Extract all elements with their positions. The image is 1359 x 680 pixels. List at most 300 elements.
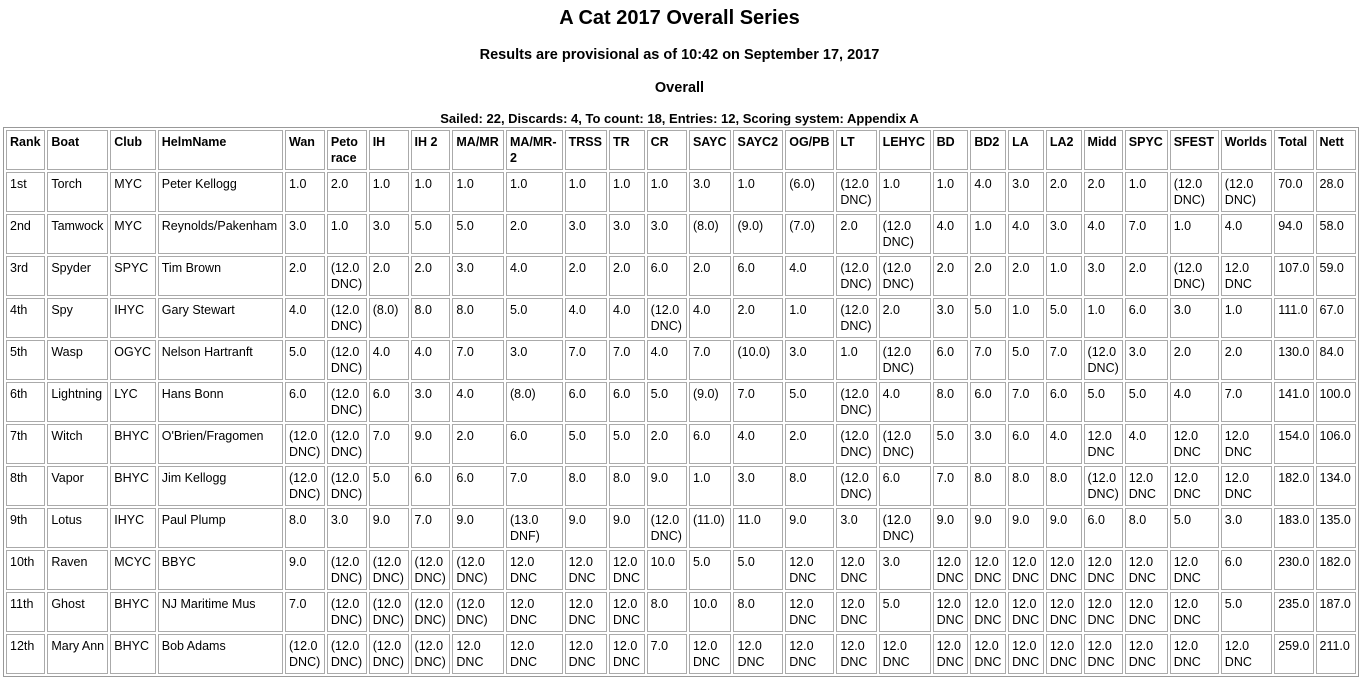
cell-lt: (12.0 DNC) [836, 424, 876, 464]
cell-ih-2: 1.0 [411, 172, 451, 212]
cell-total: 230.0 [1274, 550, 1313, 590]
cell-wan: 6.0 [285, 382, 325, 422]
cell-ma-mr: 7.0 [452, 340, 504, 380]
cell-ma-mr-2: 12.0 DNC [506, 634, 563, 674]
cell-tr: 12.0 DNC [609, 592, 645, 632]
cell-sayc: 3.0 [689, 172, 732, 212]
cell-lehyc: 3.0 [879, 550, 931, 590]
cell-cr: 5.0 [647, 382, 687, 422]
cell-boat: Spy [47, 298, 108, 338]
cell-tr: 5.0 [609, 424, 645, 464]
cell-lt: (12.0 DNC) [836, 256, 876, 296]
cell-la: 8.0 [1008, 466, 1044, 506]
cell-tr: 3.0 [609, 214, 645, 254]
col-header-ma-mr: MA/MR [452, 130, 504, 170]
cell-la: 6.0 [1008, 424, 1044, 464]
cell-boat: Torch [47, 172, 108, 212]
cell-sayc2: 11.0 [733, 508, 783, 548]
page-title: A Cat 2017 Overall Series [559, 7, 800, 29]
cell-rank: 10th [6, 550, 45, 590]
cell-bd2: 8.0 [970, 466, 1006, 506]
cell-la2: 12.0 DNC [1046, 592, 1082, 632]
cell-sayc2: (10.0) [733, 340, 783, 380]
cell-ma-mr-2: 1.0 [506, 172, 563, 212]
cell-cr: 7.0 [647, 634, 687, 674]
col-header-club: Club [110, 130, 156, 170]
table-row [6, 382, 1356, 422]
cell-peto-race: 3.0 [327, 508, 367, 548]
table-row [6, 466, 1356, 506]
col-header-la2: LA2 [1046, 130, 1082, 170]
cell-wan: 1.0 [285, 172, 325, 212]
cell-la: 1.0 [1008, 298, 1044, 338]
cell-peto-race: (12.0 DNC) [327, 634, 367, 674]
results-table-head [6, 130, 1356, 170]
cell-spyc: 3.0 [1125, 340, 1168, 380]
cell-la2: 6.0 [1046, 382, 1082, 422]
cell-sayc2: 5.0 [733, 550, 783, 590]
col-header-total: Total [1274, 130, 1313, 170]
cell-bd: 12.0 DNC [933, 634, 969, 674]
cell-og-pb: (7.0) [785, 214, 834, 254]
cell-ma-mr: 1.0 [452, 172, 504, 212]
cell-sfest: 3.0 [1170, 298, 1219, 338]
cell-wan: (12.0 DNC) [285, 466, 325, 506]
cell-worlds: (12.0 DNC) [1221, 172, 1272, 212]
cell-og-pb: 12.0 DNC [785, 550, 834, 590]
cell-og-pb: (6.0) [785, 172, 834, 212]
cell-ma-mr-2: 2.0 [506, 214, 563, 254]
cell-helmname: Hans Bonn [158, 382, 283, 422]
cell-midd: 12.0 DNC [1084, 592, 1123, 632]
cell-cr: 10.0 [647, 550, 687, 590]
cell-rank: 11th [6, 592, 45, 632]
col-header-og-pb: OG/PB [785, 130, 834, 170]
cell-spyc: 8.0 [1125, 508, 1168, 548]
cell-nett: 134.0 [1316, 466, 1357, 506]
cell-nett: 100.0 [1316, 382, 1357, 422]
cell-lehyc: 4.0 [879, 382, 931, 422]
cell-ih-2: 2.0 [411, 256, 451, 296]
cell-worlds: 1.0 [1221, 298, 1272, 338]
cell-helmname: Bob Adams [158, 634, 283, 674]
results-table [3, 127, 1359, 677]
cell-tr: 7.0 [609, 340, 645, 380]
cell-trss: 1.0 [565, 172, 607, 212]
cell-sfest: 12.0 DNC [1170, 550, 1219, 590]
col-header-tr: TR [609, 130, 645, 170]
cell-spyc: 1.0 [1125, 172, 1168, 212]
cell-rank: 3rd [6, 256, 45, 296]
cell-ma-mr-2: 5.0 [506, 298, 563, 338]
cell-ma-mr: 5.0 [452, 214, 504, 254]
cell-ih: 4.0 [369, 340, 409, 380]
cell-cr: 3.0 [647, 214, 687, 254]
cell-total: 235.0 [1274, 592, 1313, 632]
cell-club: BHYC [110, 634, 156, 674]
cell-ma-mr-2: 3.0 [506, 340, 563, 380]
cell-rank: 1st [6, 172, 45, 212]
cell-og-pb: 12.0 DNC [785, 634, 834, 674]
cell-ma-mr-2: (8.0) [506, 382, 563, 422]
cell-total: 183.0 [1274, 508, 1313, 548]
cell-lehyc: (12.0 DNC) [879, 214, 931, 254]
col-header-sfest: SFEST [1170, 130, 1219, 170]
cell-cr: (12.0 DNC) [647, 298, 687, 338]
cell-rank: 6th [6, 382, 45, 422]
cell-ih-2: (12.0 DNC) [411, 550, 451, 590]
cell-total: 107.0 [1274, 256, 1313, 296]
cell-og-pb: 2.0 [785, 424, 834, 464]
section-heading: Overall [654, 80, 705, 96]
table-row [6, 634, 1356, 674]
cell-sayc2: 6.0 [733, 256, 783, 296]
cell-trss: 12.0 DNC [565, 550, 607, 590]
cell-ma-mr: (12.0 DNC) [452, 550, 504, 590]
col-header-helmname: HelmName [158, 130, 283, 170]
cell-la2: 1.0 [1046, 256, 1082, 296]
cell-club: IHYC [110, 508, 156, 548]
cell-worlds: 7.0 [1221, 382, 1272, 422]
cell-total: 94.0 [1274, 214, 1313, 254]
cell-la2: 8.0 [1046, 466, 1082, 506]
cell-wan: (12.0 DNC) [285, 634, 325, 674]
cell-og-pb: 9.0 [785, 508, 834, 548]
cell-cr: 1.0 [647, 172, 687, 212]
series-stats: Sailed: 22, Discards: 4, To count: 18, Entries: 12, Scoring system: Appendix A [440, 111, 919, 126]
cell-ih-2: 7.0 [411, 508, 451, 548]
cell-boat: Ghost [47, 592, 108, 632]
cell-lt: (12.0 DNC) [836, 466, 876, 506]
cell-la2: 3.0 [1046, 214, 1082, 254]
cell-boat: Lightning [47, 382, 108, 422]
cell-spyc: 12.0 DNC [1125, 592, 1168, 632]
cell-cr: 9.0 [647, 466, 687, 506]
cell-sfest: 1.0 [1170, 214, 1219, 254]
cell-lehyc: (12.0 DNC) [879, 256, 931, 296]
cell-sayc: 12.0 DNC [689, 634, 732, 674]
cell-trss: 3.0 [565, 214, 607, 254]
cell-spyc: 6.0 [1125, 298, 1168, 338]
col-header-la: LA [1008, 130, 1044, 170]
cell-trss: 2.0 [565, 256, 607, 296]
cell-tr: 8.0 [609, 466, 645, 506]
cell-tr: 12.0 DNC [609, 634, 645, 674]
cell-lehyc: (12.0 DNC) [879, 424, 931, 464]
cell-helmname: Paul Plump [158, 508, 283, 548]
cell-sfest: 12.0 DNC [1170, 424, 1219, 464]
cell-spyc: 4.0 [1125, 424, 1168, 464]
table-row [6, 298, 1356, 338]
cell-total: 141.0 [1274, 382, 1313, 422]
cell-midd: 2.0 [1084, 172, 1123, 212]
cell-la: 7.0 [1008, 382, 1044, 422]
cell-helmname: Peter Kellogg [158, 172, 283, 212]
cell-lt: 3.0 [836, 508, 876, 548]
cell-lt: (12.0 DNC) [836, 298, 876, 338]
cell-wan: 7.0 [285, 592, 325, 632]
cell-sfest: (12.0 DNC) [1170, 172, 1219, 212]
cell-rank: 9th [6, 508, 45, 548]
cell-sfest: 2.0 [1170, 340, 1219, 380]
col-header-sayc2: SAYC2 [733, 130, 783, 170]
cell-lt: 12.0 DNC [836, 550, 876, 590]
cell-sfest: 5.0 [1170, 508, 1219, 548]
cell-lt: 12.0 DNC [836, 592, 876, 632]
cell-cr: (12.0 DNC) [647, 508, 687, 548]
cell-ih: 1.0 [369, 172, 409, 212]
cell-lt: 12.0 DNC [836, 634, 876, 674]
cell-spyc: 5.0 [1125, 382, 1168, 422]
cell-worlds: 4.0 [1221, 214, 1272, 254]
cell-ma-mr: 2.0 [452, 424, 504, 464]
cell-boat: Spyder [47, 256, 108, 296]
cell-ma-mr-2: 7.0 [506, 466, 563, 506]
table-row [6, 340, 1356, 380]
cell-og-pb: 5.0 [785, 382, 834, 422]
cell-sayc: 2.0 [689, 256, 732, 296]
cell-trss: 12.0 DNC [565, 592, 607, 632]
col-header-ma-mr-2: MA/MR-2 [506, 130, 563, 170]
cell-lehyc: 5.0 [879, 592, 931, 632]
cell-og-pb: 4.0 [785, 256, 834, 296]
cell-bd: 12.0 DNC [933, 550, 969, 590]
cell-rank: 8th [6, 466, 45, 506]
cell-bd2: 9.0 [970, 508, 1006, 548]
cell-rank: 2nd [6, 214, 45, 254]
cell-sayc: 6.0 [689, 424, 732, 464]
cell-spyc: 7.0 [1125, 214, 1168, 254]
cell-midd: 1.0 [1084, 298, 1123, 338]
cell-midd: 12.0 DNC [1084, 634, 1123, 674]
cell-peto-race: (12.0 DNC) [327, 550, 367, 590]
cell-boat: Witch [47, 424, 108, 464]
cell-ma-mr-2: 12.0 DNC [506, 592, 563, 632]
cell-nett: 106.0 [1316, 424, 1357, 464]
cell-bd2: 12.0 DNC [970, 634, 1006, 674]
cell-peto-race: (12.0 DNC) [327, 592, 367, 632]
cell-bd2: 4.0 [970, 172, 1006, 212]
cell-sayc: (8.0) [689, 214, 732, 254]
cell-ih: 5.0 [369, 466, 409, 506]
cell-la2: 7.0 [1046, 340, 1082, 380]
table-row [6, 592, 1356, 632]
col-header-peto-race: Peto race [327, 130, 367, 170]
cell-peto-race: (12.0 DNC) [327, 466, 367, 506]
cell-club: MYC [110, 172, 156, 212]
cell-worlds: 12.0 DNC [1221, 466, 1272, 506]
cell-total: 70.0 [1274, 172, 1313, 212]
cell-bd: 6.0 [933, 340, 969, 380]
cell-sfest: 12.0 DNC [1170, 466, 1219, 506]
cell-ih-2: (12.0 DNC) [411, 592, 451, 632]
table-row [6, 214, 1356, 254]
cell-total: 154.0 [1274, 424, 1313, 464]
cell-nett: 59.0 [1316, 256, 1357, 296]
cell-tr: 6.0 [609, 382, 645, 422]
col-header-wan: Wan [285, 130, 325, 170]
cell-total: 182.0 [1274, 466, 1313, 506]
cell-ih: (8.0) [369, 298, 409, 338]
cell-bd2: 6.0 [970, 382, 1006, 422]
cell-sfest: 4.0 [1170, 382, 1219, 422]
cell-total: 130.0 [1274, 340, 1313, 380]
cell-spyc: 12.0 DNC [1125, 466, 1168, 506]
cell-lt: 1.0 [836, 340, 876, 380]
cell-tr: 4.0 [609, 298, 645, 338]
cell-bd2: 3.0 [970, 424, 1006, 464]
col-header-worlds: Worlds [1221, 130, 1272, 170]
cell-ih: 3.0 [369, 214, 409, 254]
cell-ma-mr: 4.0 [452, 382, 504, 422]
cell-ma-mr: 8.0 [452, 298, 504, 338]
cell-wan: 5.0 [285, 340, 325, 380]
cell-helmname: BBYC [158, 550, 283, 590]
cell-ma-mr: 12.0 DNC [452, 634, 504, 674]
cell-ih: 7.0 [369, 424, 409, 464]
cell-tr: 1.0 [609, 172, 645, 212]
cell-midd: 4.0 [1084, 214, 1123, 254]
cell-lehyc: 2.0 [879, 298, 931, 338]
cell-ih-2: 4.0 [411, 340, 451, 380]
cell-ih-2: 5.0 [411, 214, 451, 254]
cell-la: 12.0 DNC [1008, 592, 1044, 632]
cell-club: SPYC [110, 256, 156, 296]
cell-spyc: 2.0 [1125, 256, 1168, 296]
col-header-rank: Rank [6, 130, 45, 170]
cell-helmname: Gary Stewart [158, 298, 283, 338]
cell-cr: 6.0 [647, 256, 687, 296]
cell-nett: 187.0 [1316, 592, 1357, 632]
cell-bd: 1.0 [933, 172, 969, 212]
cell-bd: 8.0 [933, 382, 969, 422]
cell-sayc2: (9.0) [733, 214, 783, 254]
cell-club: IHYC [110, 298, 156, 338]
cell-bd2: 2.0 [970, 256, 1006, 296]
results-table-body [6, 172, 1356, 674]
cell-midd: 6.0 [1084, 508, 1123, 548]
cell-wan: 3.0 [285, 214, 325, 254]
cell-rank: 7th [6, 424, 45, 464]
cell-total: 259.0 [1274, 634, 1313, 674]
cell-rank: 4th [6, 298, 45, 338]
cell-ma-mr-2: 12.0 DNC [506, 550, 563, 590]
cell-la: 4.0 [1008, 214, 1044, 254]
col-header-sayc: SAYC [689, 130, 732, 170]
cell-cr: 2.0 [647, 424, 687, 464]
cell-trss: 7.0 [565, 340, 607, 380]
cell-club: BHYC [110, 424, 156, 464]
cell-nett: 182.0 [1316, 550, 1357, 590]
cell-peto-race: (12.0 DNC) [327, 340, 367, 380]
cell-wan: 8.0 [285, 508, 325, 548]
cell-og-pb: 3.0 [785, 340, 834, 380]
cell-worlds: 12.0 DNC [1221, 256, 1272, 296]
cell-sayc: (11.0) [689, 508, 732, 548]
col-header-ih-2: IH 2 [411, 130, 451, 170]
cell-boat: Raven [47, 550, 108, 590]
cell-bd: 12.0 DNC [933, 592, 969, 632]
cell-helmname: Reynolds/Pakenham [158, 214, 283, 254]
cell-sfest: 12.0 DNC [1170, 592, 1219, 632]
cell-sayc: (9.0) [689, 382, 732, 422]
cell-bd: 7.0 [933, 466, 969, 506]
cell-boat: Wasp [47, 340, 108, 380]
cell-worlds: 12.0 DNC [1221, 424, 1272, 464]
cell-sfest: 12.0 DNC [1170, 634, 1219, 674]
cell-la2: 4.0 [1046, 424, 1082, 464]
cell-helmname: Jim Kellogg [158, 466, 283, 506]
cell-ih: 2.0 [369, 256, 409, 296]
cell-nett: 211.0 [1316, 634, 1357, 674]
cell-bd2: 1.0 [970, 214, 1006, 254]
table-row [6, 172, 1356, 212]
cell-la: 5.0 [1008, 340, 1044, 380]
table-row [6, 256, 1356, 296]
cell-bd: 4.0 [933, 214, 969, 254]
cell-wan: 4.0 [285, 298, 325, 338]
cell-la: 9.0 [1008, 508, 1044, 548]
table-row [6, 550, 1356, 590]
cell-club: MCYC [110, 550, 156, 590]
col-header-lehyc: LEHYC [879, 130, 931, 170]
cell-ma-mr-2: 4.0 [506, 256, 563, 296]
table-row [6, 508, 1356, 548]
cell-sayc2: 3.0 [733, 466, 783, 506]
cell-wan: (12.0 DNC) [285, 424, 325, 464]
cell-peto-race: 2.0 [327, 172, 367, 212]
cell-ma-mr: 9.0 [452, 508, 504, 548]
col-header-nett: Nett [1316, 130, 1357, 170]
cell-la2: 2.0 [1046, 172, 1082, 212]
cell-sayc: 10.0 [689, 592, 732, 632]
cell-ih-2: (12.0 DNC) [411, 634, 451, 674]
cell-la2: 12.0 DNC [1046, 550, 1082, 590]
cell-ih: 9.0 [369, 508, 409, 548]
cell-lehyc: 12.0 DNC [879, 634, 931, 674]
cell-sayc2: 8.0 [733, 592, 783, 632]
cell-trss: 12.0 DNC [565, 634, 607, 674]
cell-spyc: 12.0 DNC [1125, 550, 1168, 590]
cell-nett: 84.0 [1316, 340, 1357, 380]
cell-lehyc: 1.0 [879, 172, 931, 212]
cell-helmname: Nelson Hartranft [158, 340, 283, 380]
cell-lehyc: 6.0 [879, 466, 931, 506]
cell-bd: 9.0 [933, 508, 969, 548]
cell-nett: 67.0 [1316, 298, 1357, 338]
cell-bd2: 5.0 [970, 298, 1006, 338]
cell-lt: (12.0 DNC) [836, 382, 876, 422]
cell-ih: (12.0 DNC) [369, 592, 409, 632]
col-header-bd: BD [933, 130, 969, 170]
cell-bd2: 12.0 DNC [970, 550, 1006, 590]
cell-wan: 2.0 [285, 256, 325, 296]
cell-sayc: 5.0 [689, 550, 732, 590]
cell-ma-mr: 3.0 [452, 256, 504, 296]
cell-ih: 6.0 [369, 382, 409, 422]
cell-la: 12.0 DNC [1008, 634, 1044, 674]
cell-club: OGYC [110, 340, 156, 380]
cell-helmname: O'Brien/Fragomen [158, 424, 283, 464]
cell-ma-mr-2: 6.0 [506, 424, 563, 464]
cell-la2: 12.0 DNC [1046, 634, 1082, 674]
provisional-notice: Results are provisional as of 10:42 on September 17, 2017 [479, 47, 880, 63]
cell-la: 3.0 [1008, 172, 1044, 212]
cell-wan: 9.0 [285, 550, 325, 590]
cell-lt: (12.0 DNC) [836, 172, 876, 212]
cell-midd: (12.0 DNC) [1084, 466, 1123, 506]
cell-og-pb: 12.0 DNC [785, 592, 834, 632]
